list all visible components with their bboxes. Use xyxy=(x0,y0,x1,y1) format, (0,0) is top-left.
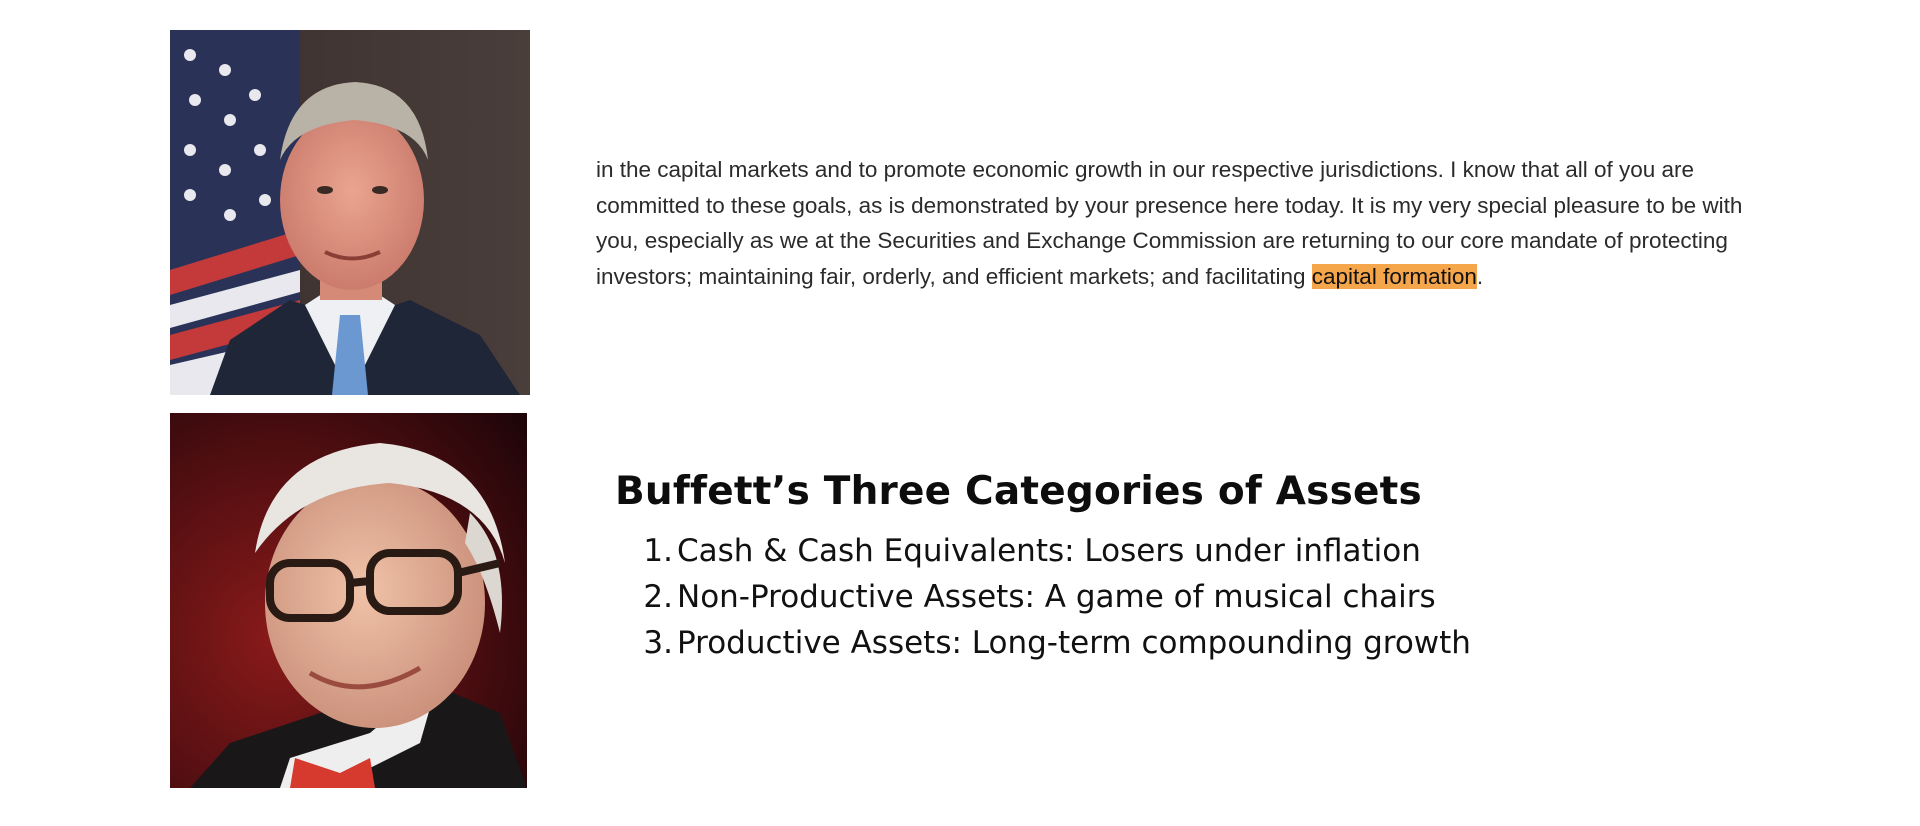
list-item-number: 2. xyxy=(643,579,673,615)
list-item xyxy=(640,528,1815,574)
section-title: Buffett’s Three Categories of Assets xyxy=(615,469,1422,514)
quote-paragraph xyxy=(596,152,1866,294)
portrait-bottom-image xyxy=(170,413,527,788)
quote-line-1: in the capital markets and to promote economic growth in our respective jurisdictions. I know that all of you are xyxy=(596,157,1695,182)
list-item xyxy=(640,620,1815,666)
portrait-top-image xyxy=(170,30,530,395)
portrait-photo-bottom xyxy=(170,413,527,788)
asset-categories-list xyxy=(615,528,1815,666)
list-item-number: 3. xyxy=(643,625,673,661)
portrait-photo-top xyxy=(170,30,530,395)
list-item-number: 1. xyxy=(643,533,673,569)
asset-categories-section xyxy=(615,466,1815,666)
list-item xyxy=(640,574,1815,620)
quote-line-4-start: investors; maintaining fair, orderly, and efficient markets; and facilitating xyxy=(596,263,1312,289)
list-item-text: Productive Assets: Long-term compounding growth xyxy=(677,625,1471,661)
quote-line-4-end: . xyxy=(1476,263,1484,289)
quote-line-3: you, especially as we at the Securities and Exchange Commission are returning to our core mandate of protecting xyxy=(596,228,1728,253)
quote-line-4 xyxy=(596,259,1866,295)
quote-line-2: committed to these goals, as is demonstrated by your presence here today. It is my very special pleasure to be with xyxy=(596,192,1743,218)
list-item-text: Cash & Cash Equivalents: Losers under inflation xyxy=(677,533,1421,569)
list-item-text: Non-Productive Assets: A game of musical chairs xyxy=(677,579,1436,615)
highlighted-phrase: capital formation xyxy=(1311,263,1477,289)
